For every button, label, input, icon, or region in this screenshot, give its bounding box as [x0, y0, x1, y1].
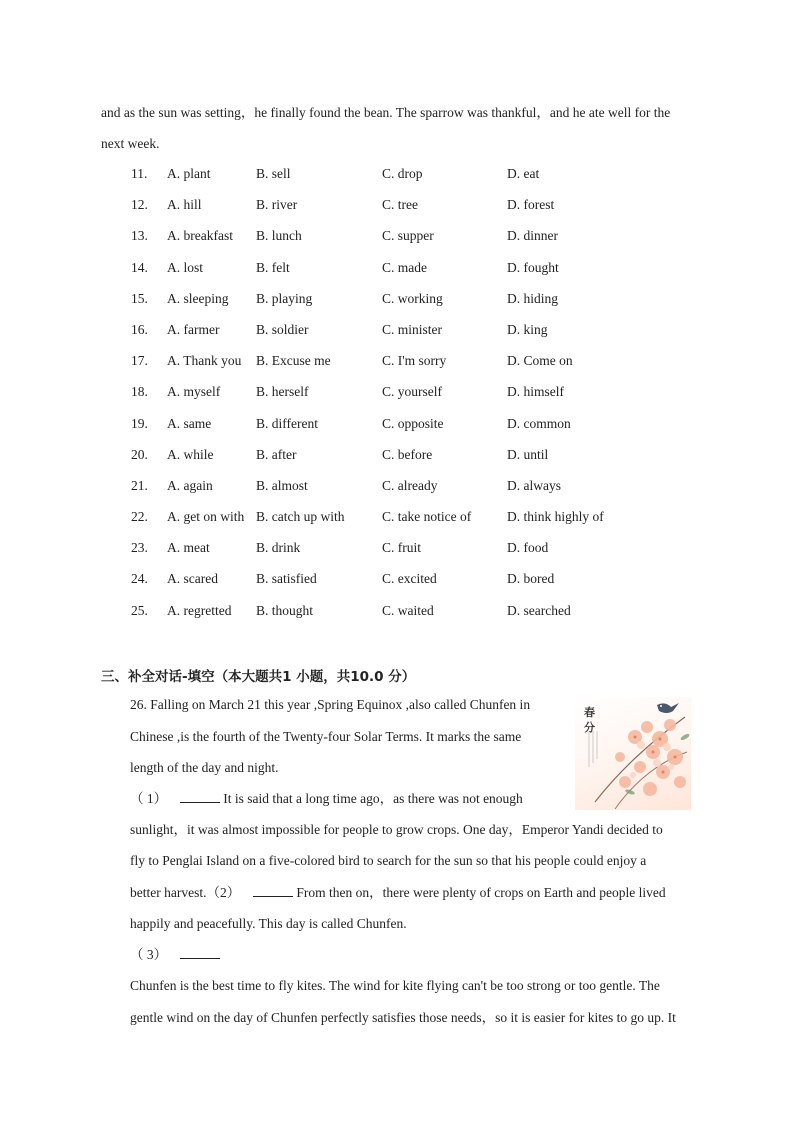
question-row-16 — [131, 321, 751, 352]
blank-label-3: （ 3） — [130, 947, 168, 962]
option-c: C. fruit — [382, 540, 421, 556]
option-a: A. plant — [167, 166, 211, 181]
options-list — [131, 165, 751, 633]
answer-blank-3[interactable] — [180, 946, 220, 959]
section-title: 三、补全对话-填空（本大题共1 小题，共10.0 分） — [101, 669, 416, 685]
question-number: 19. — [131, 415, 148, 431]
question-number: 25. — [131, 602, 148, 618]
illustration-title: 春分 — [584, 706, 595, 734]
option-a: A. lost — [167, 259, 204, 275]
question-row-15 — [131, 290, 751, 321]
question-row-17 — [131, 352, 751, 383]
option-c: C. working — [382, 290, 443, 306]
option-d: D. bored — [507, 571, 555, 587]
option-b: B. playing — [256, 290, 313, 306]
option-c: C. supper — [382, 228, 434, 244]
option-a: A. while — [167, 446, 214, 462]
passage-line-11: gentle wind on the day of Chunfen perfectly satisfies those needs，so it is easier for kites to go up. It — [130, 1010, 676, 1025]
option-d: D. hiding — [507, 290, 559, 306]
option-a: A. sleeping — [167, 290, 229, 306]
question-number: 23. — [131, 540, 148, 556]
option-b: B. sell — [256, 166, 291, 181]
option-c: C. waited — [382, 602, 434, 618]
intro-line-1: and as the sun was setting，he finally found the bean. The sparrow was thankful，and he ate well for the — [101, 105, 671, 120]
blank-label-1: （ 1） — [130, 791, 168, 806]
option-a: A. same — [167, 415, 212, 431]
question-row-19 — [131, 415, 751, 446]
question-number: 21. — [131, 477, 148, 493]
passage-line-8: happily and peacefully. This day is called Chunfen. — [130, 916, 407, 931]
option-c: C. I'm sorry — [382, 353, 447, 369]
option-d: D. searched — [507, 602, 571, 618]
option-b: B. thought — [256, 602, 314, 618]
question-row-25 — [131, 602, 751, 633]
option-c: C. take notice of — [382, 509, 472, 525]
question-row-24 — [131, 570, 751, 601]
option-a: A. again — [167, 477, 213, 493]
question-number: 13. — [131, 228, 148, 244]
option-b: B. Excuse me — [256, 353, 331, 369]
answer-blank-1[interactable] — [180, 790, 220, 803]
question-number: 15. — [131, 290, 148, 306]
option-c: C. excited — [382, 571, 437, 587]
question-row-23 — [131, 539, 751, 570]
option-d: D. common — [507, 415, 571, 431]
question-row-22 — [131, 508, 751, 539]
question-number: 20. — [131, 446, 148, 462]
question-number: 17. — [131, 353, 148, 369]
option-d: D. always — [507, 477, 561, 493]
option-d: D. fought — [507, 259, 559, 275]
option-c: C. tree — [382, 197, 418, 213]
option-d: D. think highly of — [507, 509, 604, 525]
question-row-20 — [131, 446, 751, 477]
option-b: B. herself — [256, 384, 309, 400]
option-a: A. hill — [167, 197, 202, 213]
answer-blank-2[interactable] — [253, 884, 293, 897]
option-c: C. opposite — [382, 415, 444, 431]
passage-line-10: Chunfen is the best time to fly kites. The wind for kite flying can't be too strong or too gentle. The — [130, 978, 660, 993]
option-a: A. myself — [167, 384, 221, 400]
option-b: B. lunch — [256, 228, 302, 244]
option-d: D. dinner — [507, 228, 558, 244]
question-number: 11. — [131, 166, 148, 181]
option-b: B. catch up with — [256, 509, 345, 525]
option-b: B. satisfied — [256, 571, 317, 587]
option-c: C. drop — [382, 166, 423, 181]
question-row-14 — [131, 259, 751, 290]
option-c: C. minister — [382, 321, 442, 337]
passage-line-6: fly to Penglai Island on a five-colored bird to search for the sun so that his people could enjoy a — [130, 853, 647, 868]
option-a: A. breakfast — [167, 228, 233, 244]
option-b: B. almost — [256, 477, 308, 493]
question-number: 22. — [131, 509, 148, 525]
option-b: B. different — [256, 415, 318, 431]
option-a: A. regretted — [167, 602, 232, 618]
option-d: D. Come on — [507, 353, 573, 369]
blank-label-2: better harvest.（2） — [130, 885, 241, 900]
option-d: D. food — [507, 540, 549, 556]
option-a: A. farmer — [167, 321, 220, 337]
option-c: C. already — [382, 477, 438, 493]
option-d: D. himself — [507, 384, 564, 400]
question-number: 16. — [131, 321, 148, 337]
passage-line-2: Chinese ,is the fourth of the Twenty-four Solar Terms. It marks the same — [130, 729, 522, 744]
option-c: C. made — [382, 259, 427, 275]
question-row-12 — [131, 196, 751, 227]
option-b: B. river — [256, 197, 298, 213]
option-a: A. meat — [167, 540, 210, 556]
question-number: 14. — [131, 259, 148, 275]
question-row-13 — [131, 227, 751, 258]
chunfen-illustration — [575, 697, 691, 810]
option-a: A. Thank you — [167, 353, 242, 369]
passage-text: It is said that a long time ago，as there was not enough — [223, 791, 523, 806]
passage-line-3: length of the day and night. — [130, 760, 279, 775]
option-b: B. soldier — [256, 321, 309, 337]
option-b: B. after — [256, 446, 297, 462]
option-d: D. king — [507, 321, 548, 337]
question-row-21 — [131, 477, 751, 508]
option-b: B. felt — [256, 259, 290, 275]
passage-line-5: sunlight，it was almost impossible for people to grow crops. One day，Emperor Yandi decided to — [130, 822, 663, 837]
question-row-11 — [131, 165, 751, 196]
flower-bird-icon — [575, 697, 691, 810]
option-a: A. get on with — [167, 509, 245, 525]
question-number: 24. — [131, 571, 148, 587]
passage-line-1: 26. Falling on March 21 this year ,Spring Equinox ,also called Chunfen in — [130, 697, 531, 712]
passage-line-9 — [130, 946, 220, 964]
option-d: D. forest — [507, 197, 555, 213]
option-a: A. scared — [167, 571, 218, 587]
question-row-18 — [131, 383, 751, 414]
passage-text: From then on，there were plenty of crops on Earth and people lived — [296, 885, 666, 900]
option-d: D. until — [507, 446, 549, 462]
intro-line-2: next week. — [101, 136, 160, 151]
passage-line-4 — [130, 790, 523, 808]
option-c: C. before — [382, 446, 433, 462]
option-b: B. drink — [256, 540, 301, 556]
question-number: 18. — [131, 384, 148, 400]
option-c: C. yourself — [382, 384, 442, 400]
option-d: D. eat — [507, 166, 540, 181]
passage-line-7 — [130, 884, 666, 902]
question-number: 12. — [131, 197, 148, 213]
